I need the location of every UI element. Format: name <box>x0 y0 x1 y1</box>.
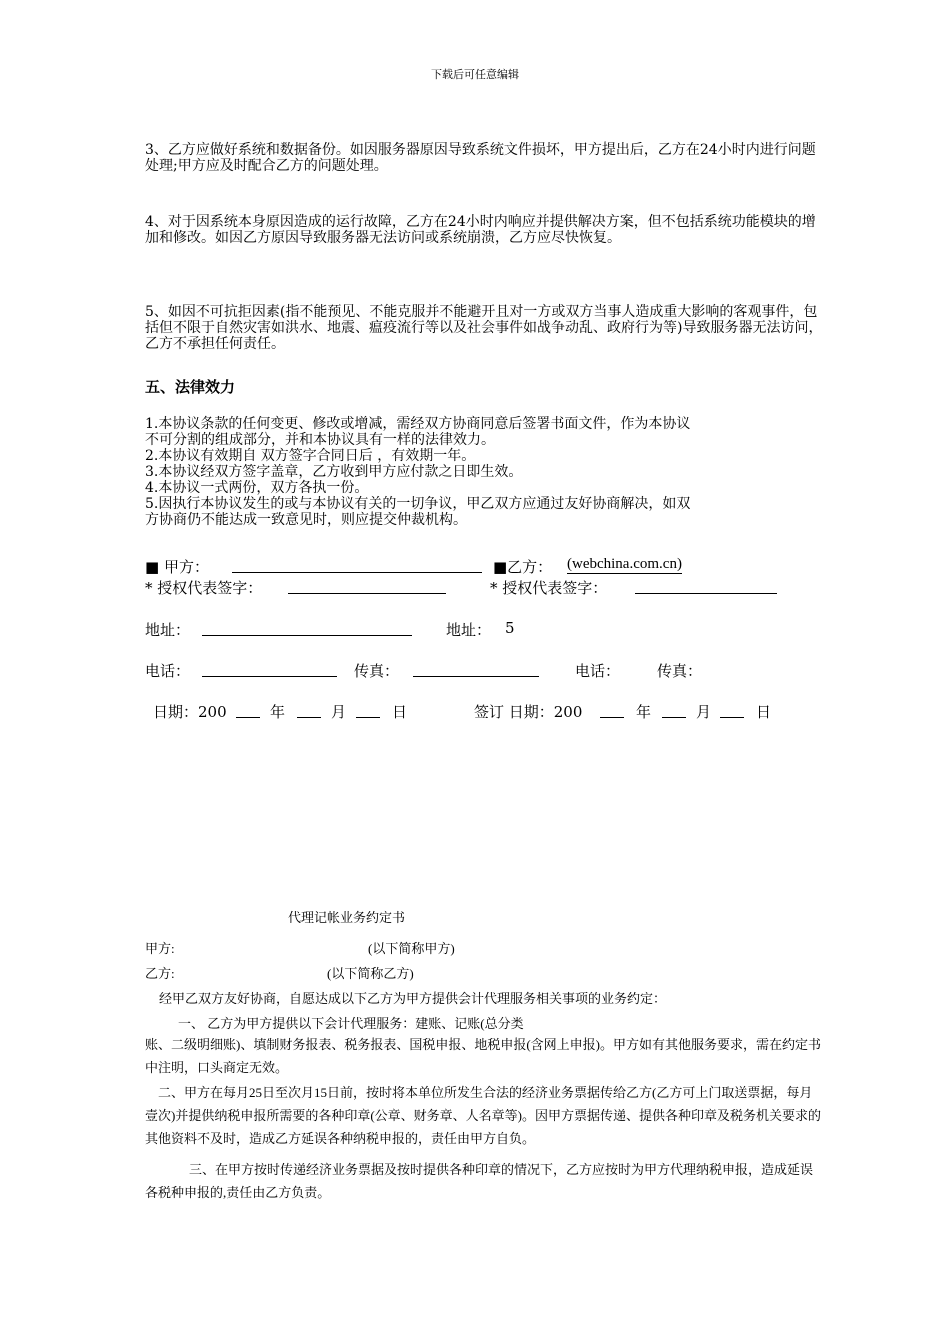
date-b-day-field[interactable] <box>720 701 744 718</box>
list-item: 不可分割的组成部分，并和本协议具有一样的法律效力。 <box>145 432 495 448</box>
list-item: 3.本协议经双方签字盖章，乙方收到甲方应付款之日即生效。 <box>145 464 523 480</box>
page-header: 下载后可任意编辑 <box>431 68 519 81</box>
tel-a-field[interactable] <box>202 660 337 677</box>
date-a-year-label: 年 <box>270 703 286 721</box>
date-b-year-field[interactable] <box>600 701 624 718</box>
tel-a-label: 电话： <box>145 662 191 680</box>
addr-b-value: 5 <box>505 619 515 637</box>
contract-item-3: 三、在甲方按时传递经济业务票据及按时提供各种印章的情况下，乙方应按时为甲方代理纳税申报，造成延误各税种申报的,责任由乙方负责。 <box>145 1162 814 1200</box>
date-b-day-label: 日 <box>756 703 772 721</box>
clause-3: 3、乙方应做好系统和数据备份。如因服务器原因导致系统文件损坏，甲方提出后，乙方在24小时内进行问题处理;甲方应及时配合乙方的问题处理。 <box>145 142 816 174</box>
date-a-day-label: 日 <box>392 703 408 721</box>
list-item: 5.因执行本协议发生的或与本协议有关的一切争议，甲乙双方应通过友好协商解决，如双 <box>145 496 691 512</box>
contract-party-a-note: (以下简称甲方) <box>368 941 455 956</box>
list-item: 方协商仍不能达成一致意见时，则应提交仲裁机构。 <box>145 512 467 528</box>
rep-a-label: * 授权代表签字： <box>145 579 263 597</box>
date-b-prefix: 签订 日期：200 <box>474 703 583 721</box>
contract-party-b-note: (以下简称乙方) <box>327 966 414 981</box>
clause-5: 5、如因不可抗拒因素(指不能预见、不能克服并不能避开且对一方或双方当事人造成重大影响的客观事件，包括但不限于自然灾害如洪水、地震、瘟疫流行等以及社会事件如战争动乱、政府行为等)导致服务器无法访问，乙方不承担任何责任。 <box>145 304 823 352</box>
contract-item-1-first-line: 一、 乙方为甲方提供以下会计代理服务：建账、记账(总分类 <box>178 1016 524 1031</box>
date-a-month-field[interactable] <box>297 701 321 718</box>
party-a-field[interactable] <box>232 556 482 573</box>
fax-a-field[interactable] <box>413 660 539 677</box>
date-a-month-label: 月 <box>331 703 347 721</box>
list-item: 1.本协议条款的任何变更、修改或增减，需经双方协商同意后签署书面文件，作为本协议 <box>145 416 691 432</box>
tel-b-label: 电话： <box>575 662 621 680</box>
date-a-year-field[interactable] <box>236 701 260 718</box>
contract-item-1-rest: 账、二级明细账)、填制财务报表、税务报表、国税申报、地税申报(含网上申报)。甲方如有其他服务要求，需在约定书中注明，口头商定无效。 <box>145 1037 821 1075</box>
date-b-month-label: 月 <box>696 703 712 721</box>
party-a-label: ■ 甲方： <box>145 558 209 576</box>
fax-a-label: 传真： <box>354 662 400 680</box>
date-b-month-field[interactable] <box>662 701 686 718</box>
party-b-value: (webchina.com.cn) <box>567 556 682 572</box>
date-b-year-label: 年 <box>636 703 652 721</box>
clause-4: 4、对于因系统本身原因造成的运行故障，乙方在24小时内响应并提供解决方案，但不包括系统功能模块的增加和修改。如因乙方原因导致服务器无法访问或系统崩溃，乙方应尽快恢复。 <box>145 214 816 246</box>
contract-item-2: 二、甲方在每月25日至次月15日前，按时将本单位所发生合法的经济业务票据传给乙方(乙方可上门取送票据，每月壹次)并提供纳税申报所需要的各种印章(公章、财务章、人名章等)。因甲方票据传递、提供各种印章及税务机关要求的其他资料不及时，造成乙方延误各种纳税申报的，责任由甲方自负。 <box>145 1085 821 1146</box>
date-a-prefix: 日期：200 <box>153 703 227 721</box>
party-b-label: ■乙方： <box>493 558 553 576</box>
addr-b-label: 地址： <box>446 621 492 639</box>
date-a-day-field[interactable] <box>356 701 380 718</box>
rep-b-signature-field[interactable] <box>635 577 777 594</box>
contract-intro: 经甲乙双方友好协商，自愿达成以下乙方为甲方提供会计代理服务相关事项的业务约定： <box>159 991 667 1006</box>
list-item: 4.本协议一式两份，双方各执一份。 <box>145 480 369 496</box>
legal-effect-list <box>145 416 825 528</box>
contract-party-b-label: 乙方: <box>145 966 175 981</box>
section-heading-legal-effect: 五、法律效力 <box>145 378 236 396</box>
addr-a-field[interactable] <box>202 619 412 636</box>
contract-title: 代理记帐业务约定书 <box>288 910 406 925</box>
list-item: 2.本协议有效期自 双方签字合同日后 ，有效期一年。 <box>145 448 476 464</box>
addr-a-label: 地址： <box>145 621 191 639</box>
rep-a-signature-field[interactable] <box>288 577 446 594</box>
contract-party-a-label: 甲方: <box>145 941 175 956</box>
fax-b-label: 传真： <box>657 662 703 680</box>
rep-b-label: * 授权代表签字： <box>490 579 608 597</box>
